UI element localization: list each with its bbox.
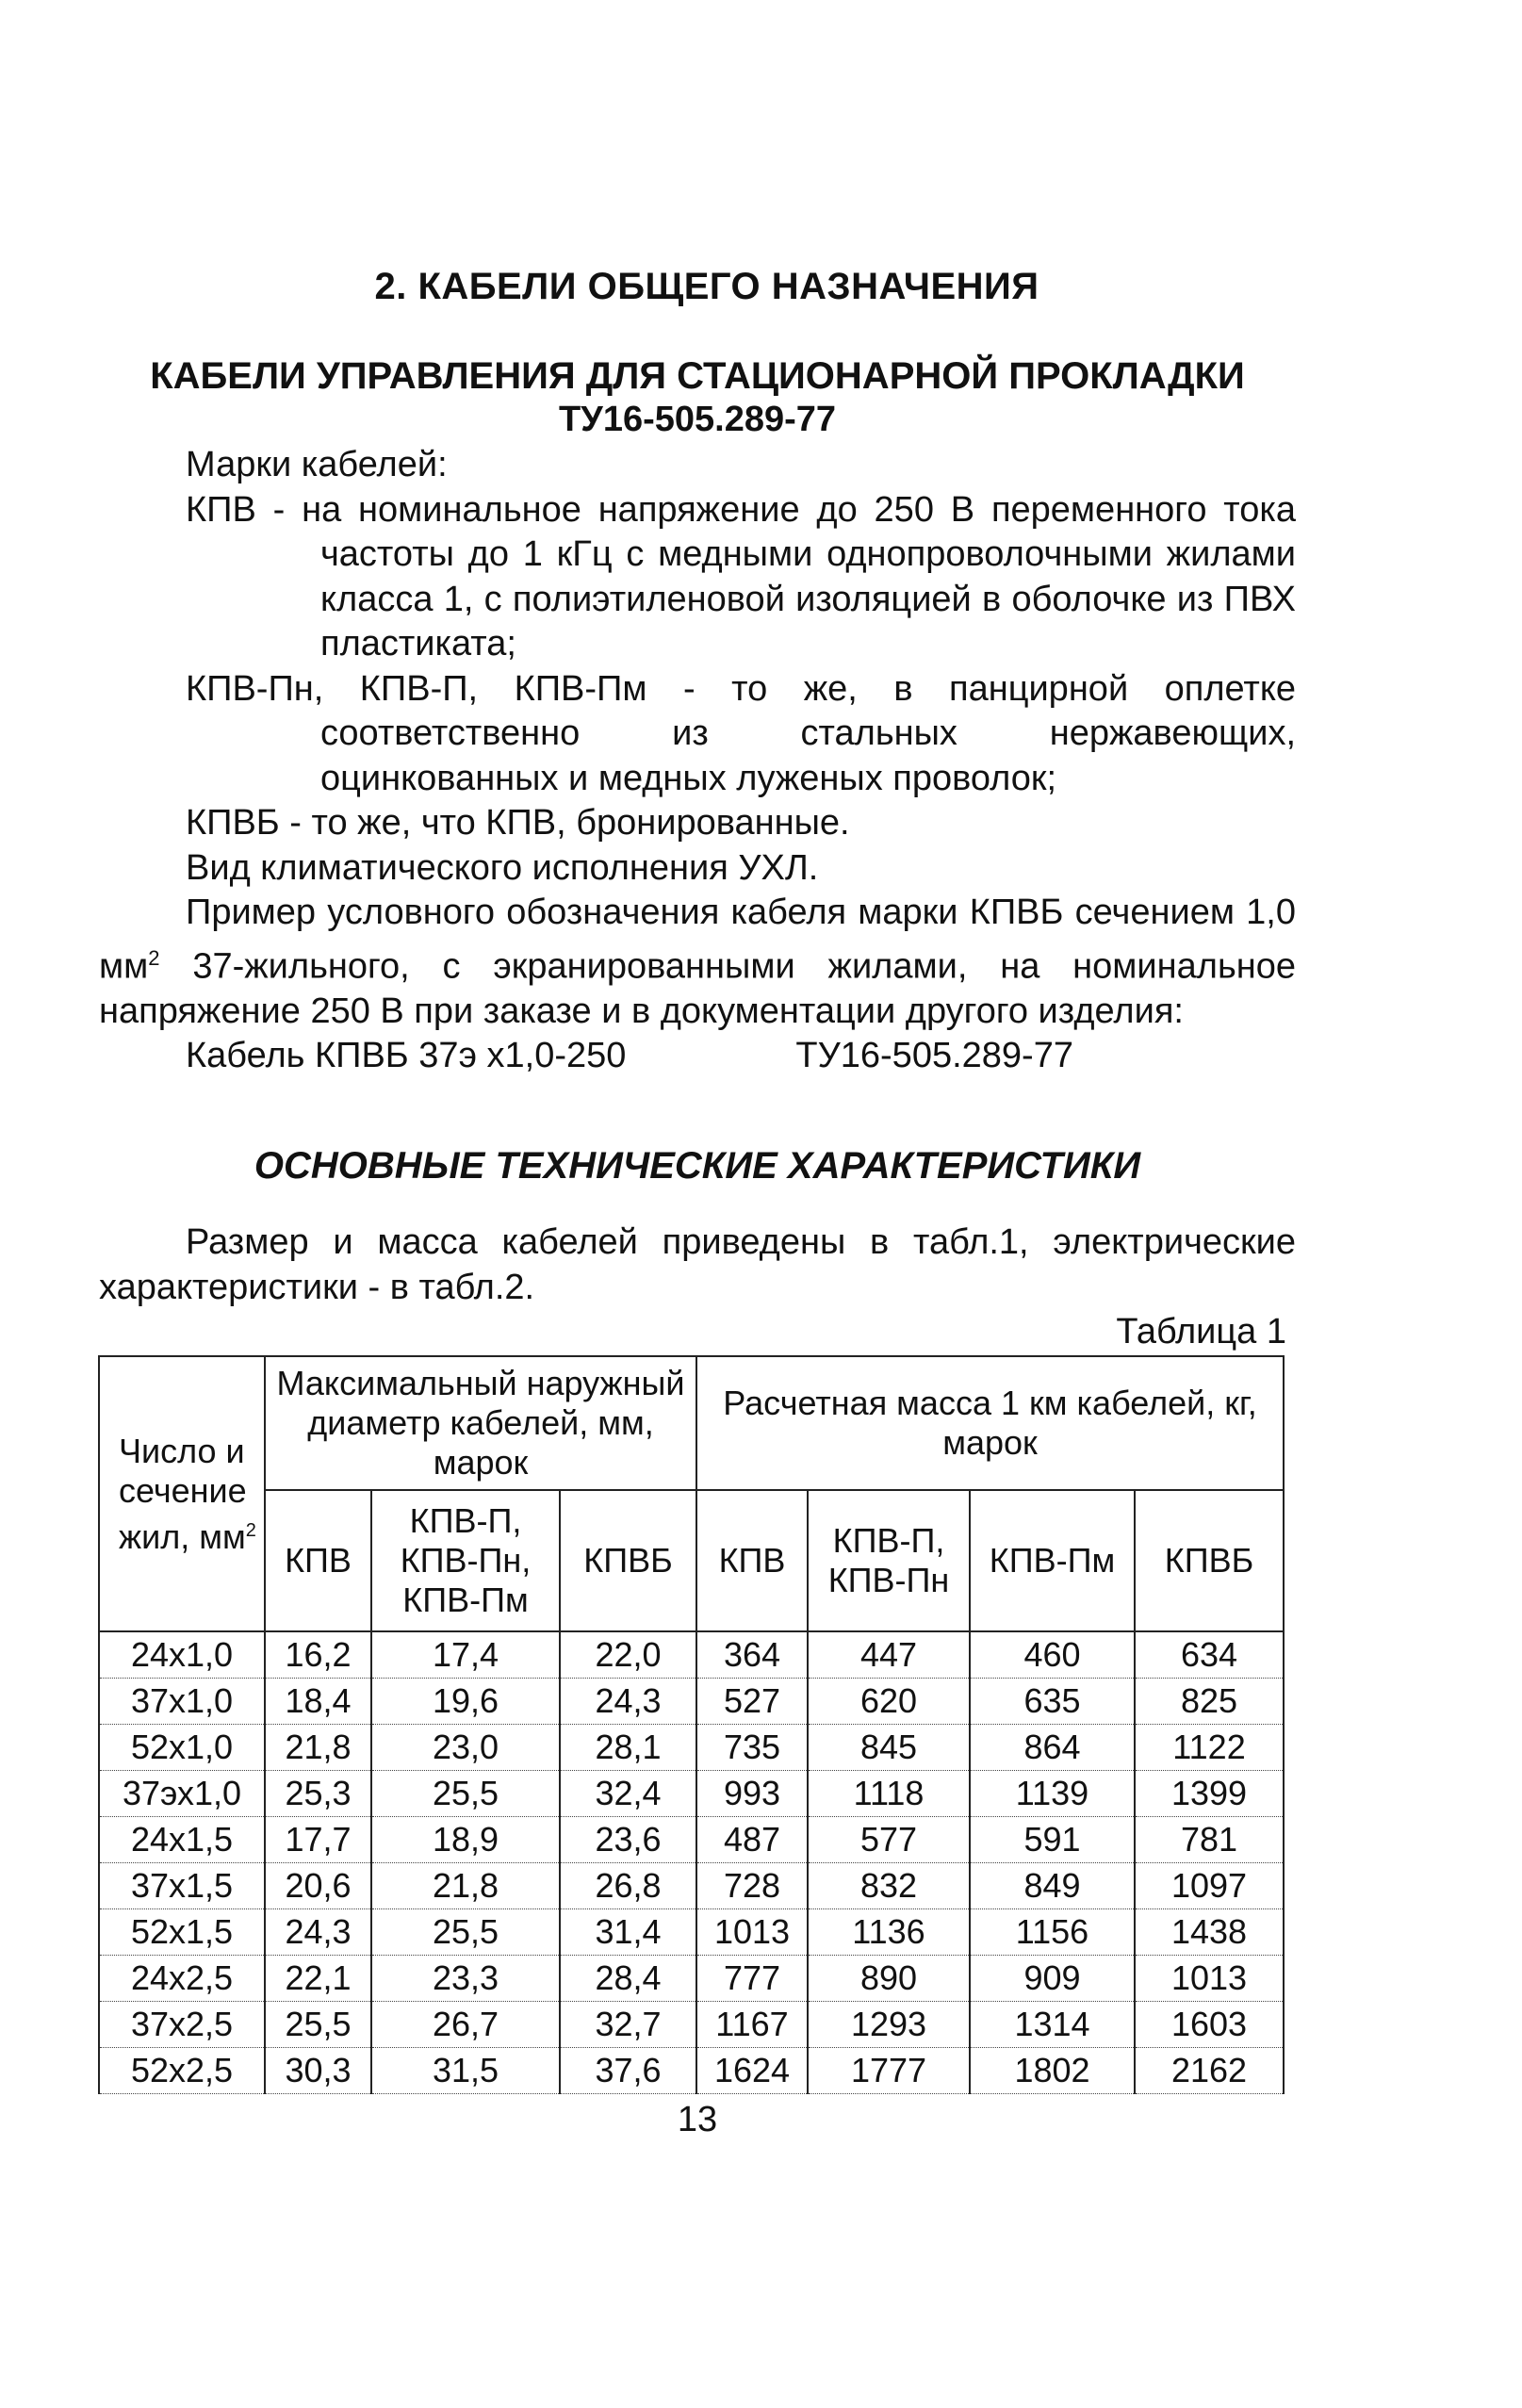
sub-header: КПВ (696, 1490, 808, 1631)
table-cell: 993 (696, 1771, 808, 1817)
table-cell: 909 (970, 1956, 1135, 2002)
sub-header: КПВБ (560, 1490, 696, 1631)
table-cell: 890 (808, 1956, 970, 2002)
table-cell: 1293 (808, 2002, 970, 2048)
table-cell: 25,3 (265, 1771, 371, 1817)
main-title: КАБЕЛИ УПРАВЛЕНИЯ ДЛЯ СТАЦИОНАРНОЙ ПРОКЛАДКИ (150, 355, 1245, 397)
example-superscript: 2 (148, 945, 160, 970)
table-cell: 591 (970, 1817, 1135, 1863)
table-cell: 32,4 (560, 1771, 696, 1817)
table-cell: 487 (696, 1817, 808, 1863)
table-cell: 1603 (1135, 2002, 1284, 2048)
row-label: 37х2,5 (99, 2002, 265, 2048)
table-cell: 364 (696, 1631, 808, 1679)
row-label: 52х1,0 (99, 1725, 265, 1771)
header-mass-group: Расчетная масса 1 км кабелей, кг, марок (696, 1356, 1284, 1490)
table-cell: 1136 (808, 1909, 970, 1956)
table-cell: 1139 (970, 1771, 1135, 1817)
table-cell: 1122 (1135, 1725, 1284, 1771)
table-cell: 527 (696, 1679, 808, 1725)
marks-block (99, 443, 1296, 1079)
table-cell: 30,3 (265, 2048, 371, 2094)
table-row (99, 1909, 1284, 1956)
designation-line (99, 1034, 1296, 1079)
table-cell: 1438 (1135, 1909, 1284, 1956)
table-caption: Таблица 1 (1116, 1312, 1286, 1351)
table-cell: 825 (1135, 1679, 1284, 1725)
row-label: 37х1,5 (99, 1863, 265, 1909)
table-row (99, 1863, 1284, 1909)
tech-text: Размер и масса кабелей приведены в табл.1, электрические характеристики - в табл.2. (99, 1222, 1296, 1307)
table-cell: 620 (808, 1679, 970, 1725)
table-cell: 1097 (1135, 1863, 1284, 1909)
mark-kpv: КПВ - на номинальное напряжение до 250 В переменного тока частоты до 1 кГц с медными однопроволочными жилами класса 1, с полиэтиленовой изоляцией в оболочке из ПВХ пластиката; (186, 489, 1296, 663)
header-diameter-group: Максимальный наружный диаметр кабелей, мм, марок (265, 1356, 696, 1490)
example-text-a: Пример условного обозначения кабеля марки КПВБ сечением 1,0 мм (99, 893, 1296, 987)
row-label: 52х1,5 (99, 1909, 265, 1956)
table-cell: 28,4 (560, 1956, 696, 2002)
table-cell: 24,3 (265, 1909, 371, 1956)
table-cell: 447 (808, 1631, 970, 1679)
sub-header: КПВ-П, КПВ-Пн, КПВ-Пм (371, 1490, 560, 1631)
table-cell: 21,8 (371, 1863, 560, 1909)
climate-version: Вид климатического исполнения УХЛ. (186, 847, 819, 888)
table-row (99, 1771, 1284, 1817)
table-row (99, 1631, 1284, 1679)
table-cell: 32,7 (560, 2002, 696, 2048)
header-count-section: Число и сечение жил, $мм^2$ (99, 1356, 265, 1631)
table-cell: 1156 (970, 1909, 1135, 1956)
table-cell: 31,5 (371, 2048, 560, 2094)
table-cell: 864 (970, 1725, 1135, 1771)
sub-header: КПВ-П, КПВ-Пн (808, 1490, 970, 1631)
table-cell: 460 (970, 1631, 1135, 1679)
table-cell: 1013 (1135, 1956, 1284, 2002)
sub-header: КПВБ (1135, 1490, 1284, 1631)
table-cell: 23,6 (560, 1817, 696, 1863)
table-cell: 21,8 (265, 1725, 371, 1771)
main-title-block (94, 353, 1301, 442)
table-cell: 20,6 (265, 1863, 371, 1909)
mark-kpv-pn: КПВ-Пн, КПВ-П, КПВ-Пм - то же, в панцирной оплетке соответственно из стальных нержавеющих, оцинкованных и медных луженых проволок; (186, 668, 1296, 798)
table-cell: 22,0 (560, 1631, 696, 1679)
mark-kpvb: КПВБ - то же, что КПВ, бронированные. (186, 803, 850, 843)
row-label: 24х1,0 (99, 1631, 265, 1679)
table-cell: 1399 (1135, 1771, 1284, 1817)
table-cell: 23,0 (371, 1725, 560, 1771)
table-cell: 777 (696, 1956, 808, 2002)
page-number: 13 (677, 2100, 718, 2139)
table-cell: 17,4 (371, 1631, 560, 1679)
table-cell: 728 (696, 1863, 808, 1909)
tech-heading: ОСНОВНЫЕ ТЕХНИЧЕСКИЕ ХАРАКТЕРИСТИКИ (254, 1145, 1141, 1187)
table-cell: 635 (970, 1679, 1135, 1725)
table-cell: 26,7 (371, 2002, 560, 2048)
table-row (99, 1956, 1284, 2002)
table-cell: 1624 (696, 2048, 808, 2094)
designation: Кабель КПВБ 37э х1,0-250 (186, 1036, 627, 1076)
table-cell: 31,4 (560, 1909, 696, 1956)
cable-table (98, 1355, 1285, 2094)
table-cell: 832 (808, 1863, 970, 1909)
table-cell: 1013 (696, 1909, 808, 1956)
table-cell: 1167 (696, 2002, 808, 2048)
table-row (99, 2002, 1284, 2048)
table-cell: 634 (1135, 1631, 1284, 1679)
example-text-b: 37-жильного, с экранированными жилами, на номинальное напряжение 250 В при заказе и в документации другого изделия: (99, 946, 1296, 1031)
table-cell: 2162 (1135, 2048, 1284, 2094)
table-cell: 37,6 (560, 2048, 696, 2094)
table-cell: 18,9 (371, 1817, 560, 1863)
table-cell: 22,1 (265, 1956, 371, 2002)
table-cell: 577 (808, 1817, 970, 1863)
row-label: 37х1,0 (99, 1679, 265, 1725)
table-cell: 17,7 (265, 1817, 371, 1863)
sub-header: КПВ (265, 1490, 371, 1631)
table-cell: 28,1 (560, 1725, 696, 1771)
table-cell: 1777 (808, 2048, 970, 2094)
section-title: 2. КАБЕЛИ ОБЩЕГО НАЗНАЧЕНИЯ (374, 266, 1039, 307)
marks-heading: Марки кабелей: (186, 445, 448, 484)
table-cell: 1802 (970, 2048, 1135, 2094)
sub-header: КПВ-Пм (970, 1490, 1135, 1631)
table-cell: 16,2 (265, 1631, 371, 1679)
table-row (99, 1725, 1284, 1771)
spec-number: ТУ16-505.289-77 (558, 400, 837, 439)
table-row (99, 2048, 1284, 2094)
row-label: 37эх1,0 (99, 1771, 265, 1817)
table-cell: 735 (696, 1725, 808, 1771)
table-row (99, 1817, 1284, 1863)
designation-spec: ТУ16-505.289-77 (795, 1036, 1073, 1076)
table-cell: 25,5 (371, 1909, 560, 1956)
row-label: 24х1,5 (99, 1817, 265, 1863)
tech-text-block (99, 1220, 1296, 1310)
table-cell: 23,3 (371, 1956, 560, 2002)
table-cell: 25,5 (371, 1771, 560, 1817)
table-row (99, 1679, 1284, 1725)
designation-example (99, 891, 1296, 1034)
table-cell: 19,6 (371, 1679, 560, 1725)
table-cell: 845 (808, 1725, 970, 1771)
row-label: 52х2,5 (99, 2048, 265, 2094)
row-label: 24х2,5 (99, 1956, 265, 2002)
table-cell: 18,4 (265, 1679, 371, 1725)
table-cell: 1314 (970, 2002, 1135, 2048)
table-cell: 1118 (808, 1771, 970, 1817)
table-cell: 26,8 (560, 1863, 696, 1909)
table-cell: 849 (970, 1863, 1135, 1909)
table-cell: 25,5 (265, 2002, 371, 2048)
table-cell: 781 (1135, 1817, 1284, 1863)
table-cell: 24,3 (560, 1679, 696, 1725)
